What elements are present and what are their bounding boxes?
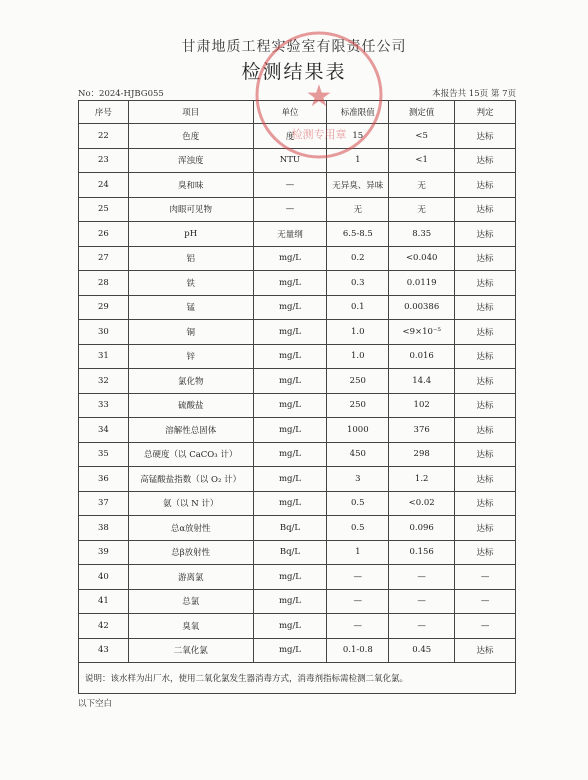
table-row: [79, 418, 516, 443]
row-value: —: [389, 589, 455, 614]
row-unit: mg/L: [253, 467, 327, 492]
row-result: 达标: [455, 369, 516, 394]
row-value: 0.016: [389, 344, 455, 369]
row-result: 达标: [455, 491, 516, 516]
row-no: 39: [79, 540, 129, 565]
row-item: pH: [128, 222, 253, 247]
row-result: 达标: [455, 173, 516, 198]
row-value: 0.45: [389, 638, 455, 663]
row-item: 总氯: [128, 589, 253, 614]
row-value: 102: [389, 393, 455, 418]
row-no: 36: [79, 467, 129, 492]
row-unit: Bq/L: [253, 540, 327, 565]
results-table: [78, 100, 516, 694]
row-item: 总α放射性: [128, 516, 253, 541]
row-limit: 250: [327, 369, 389, 394]
table-body: [79, 124, 516, 663]
row-item: 锰: [128, 295, 253, 320]
row-unit: mg/L: [253, 418, 327, 443]
header-result: 判定: [455, 101, 516, 124]
row-no: 37: [79, 491, 129, 516]
row-unit: 无量纲: [253, 222, 327, 247]
row-unit: mg/L: [253, 589, 327, 614]
row-limit: 0.2: [327, 246, 389, 271]
row-result: 达标: [455, 124, 516, 149]
row-limit: 6.5-8.5: [327, 222, 389, 247]
row-result: —: [455, 614, 516, 639]
table-row: [79, 442, 516, 467]
row-unit: mg/L: [253, 320, 327, 345]
row-value: 298: [389, 442, 455, 467]
table-row: [79, 222, 516, 247]
row-no: 22: [79, 124, 129, 149]
row-unit: mg/L: [253, 442, 327, 467]
row-unit: mg/L: [253, 246, 327, 271]
row-unit: mg/L: [253, 565, 327, 590]
header-no: 序号: [79, 101, 129, 124]
row-limit: 1: [327, 540, 389, 565]
row-no: 23: [79, 148, 129, 173]
footer-blank-note: 以下空白: [78, 699, 113, 709]
row-no: 26: [79, 222, 129, 247]
row-limit: —: [327, 589, 389, 614]
row-limit: 0.5: [327, 516, 389, 541]
row-value: 0.00386: [389, 295, 455, 320]
table-row: [79, 369, 516, 394]
row-result: 达标: [455, 148, 516, 173]
row-item: 氨（以 N 计）: [128, 491, 253, 516]
header-item: 项目: [128, 101, 253, 124]
row-limit: 450: [327, 442, 389, 467]
row-value: <0.02: [389, 491, 455, 516]
row-unit: mg/L: [253, 393, 327, 418]
row-item: 总硬度（以 CaCO₃ 计）: [128, 442, 253, 467]
row-result: 达标: [455, 246, 516, 271]
row-no: 28: [79, 271, 129, 296]
row-item: 锌: [128, 344, 253, 369]
row-limit: 15: [327, 124, 389, 149]
row-value: 0.156: [389, 540, 455, 565]
row-value: 0.096: [389, 516, 455, 541]
row-result: 达标: [455, 271, 516, 296]
row-no: 31: [79, 344, 129, 369]
row-limit: —: [327, 614, 389, 639]
row-result: —: [455, 565, 516, 590]
row-no: 29: [79, 295, 129, 320]
row-unit: mg/L: [253, 614, 327, 639]
table-row: [79, 467, 516, 492]
row-no: 25: [79, 197, 129, 222]
row-value: 无: [389, 173, 455, 198]
row-no: 42: [79, 614, 129, 639]
row-limit: 0.3: [327, 271, 389, 296]
row-no: 33: [79, 393, 129, 418]
table-row: [79, 344, 516, 369]
row-limit: 0.5: [327, 491, 389, 516]
table-row: [79, 540, 516, 565]
row-no: 30: [79, 320, 129, 345]
table-row: [79, 614, 516, 639]
row-result: 达标: [455, 197, 516, 222]
row-limit: —: [327, 565, 389, 590]
note-text: 说明：该水样为出厂水，使用二氧化氯发生器消毒方式，消毒剂指标需检测二氧化氯。: [79, 663, 516, 694]
table-row: [79, 295, 516, 320]
row-value: <5: [389, 124, 455, 149]
company-name: 甘肃地质工程实验室有限责任公司: [181, 39, 407, 55]
row-value: <9×10⁻⁵: [389, 320, 455, 345]
table-row: [79, 393, 516, 418]
row-no: 41: [79, 589, 129, 614]
row-no: 24: [79, 173, 129, 198]
row-no: 38: [79, 516, 129, 541]
row-item: 臭氧: [128, 614, 253, 639]
row-unit: Bq/L: [253, 516, 327, 541]
table-row: [79, 246, 516, 271]
row-unit: —: [253, 197, 327, 222]
row-result: 达标: [455, 638, 516, 663]
row-unit: 度: [253, 124, 327, 149]
row-item: 肉眼可见物: [128, 197, 253, 222]
row-item: 总β放射性: [128, 540, 253, 565]
stamp-star-icon: ★: [305, 79, 333, 114]
row-unit: mg/L: [253, 638, 327, 663]
header-unit: 单位: [253, 101, 327, 124]
row-limit: 无: [327, 197, 389, 222]
row-value: 0.0119: [389, 271, 455, 296]
row-value: 1.2: [389, 467, 455, 492]
row-item: 氯化物: [128, 369, 253, 394]
row-item: 溶解性总固体: [128, 418, 253, 443]
row-result: —: [455, 589, 516, 614]
header-limit: 标准限值: [327, 101, 389, 124]
row-result: 达标: [455, 344, 516, 369]
table-header-row: [79, 101, 516, 124]
row-item: 高锰酸盐指数（以 O₂ 计）: [128, 467, 253, 492]
row-no: 27: [79, 246, 129, 271]
row-item: 二氧化氯: [128, 638, 253, 663]
row-value: 无: [389, 197, 455, 222]
row-item: 浑浊度: [128, 148, 253, 173]
row-limit: 1000: [327, 418, 389, 443]
row-no: 32: [79, 369, 129, 394]
row-unit: mg/L: [253, 344, 327, 369]
row-unit: mg/L: [253, 491, 327, 516]
row-no: 35: [79, 442, 129, 467]
header-value: 测定值: [389, 101, 455, 124]
row-result: 达标: [455, 295, 516, 320]
row-limit: 3: [327, 467, 389, 492]
row-limit: 1.0: [327, 344, 389, 369]
row-result: 达标: [455, 467, 516, 492]
row-no: 34: [79, 418, 129, 443]
row-limit: 0.1-0.8: [327, 638, 389, 663]
row-value: 14.4: [389, 369, 455, 394]
row-result: 达标: [455, 393, 516, 418]
table-row: [79, 148, 516, 173]
stamp-label: 检测专用章: [291, 128, 347, 141]
row-item: 铁: [128, 271, 253, 296]
row-no: 40: [79, 565, 129, 590]
row-limit: 0.1: [327, 295, 389, 320]
row-value: <1: [389, 148, 455, 173]
row-result: 达标: [455, 320, 516, 345]
table-row: [79, 491, 516, 516]
row-result: 达标: [455, 540, 516, 565]
row-value: <0.040: [389, 246, 455, 271]
report-title: 检测结果表: [241, 61, 347, 83]
row-limit: 250: [327, 393, 389, 418]
note-row: [79, 663, 516, 694]
row-value: 8.35: [389, 222, 455, 247]
row-value: —: [389, 565, 455, 590]
row-item: 铝: [128, 246, 253, 271]
row-result: 达标: [455, 222, 516, 247]
row-unit: mg/L: [253, 295, 327, 320]
row-item: 硫酸盐: [128, 393, 253, 418]
row-item: 臭和味: [128, 173, 253, 198]
row-item: 铜: [128, 320, 253, 345]
table-row: [79, 271, 516, 296]
row-unit: NTU: [253, 148, 327, 173]
table-row: [79, 589, 516, 614]
row-unit: mg/L: [253, 369, 327, 394]
row-limit: 1.0: [327, 320, 389, 345]
report-number: No：2024-HJBG055: [78, 89, 164, 99]
table-row: [79, 320, 516, 345]
row-value: —: [389, 614, 455, 639]
table-row: [79, 516, 516, 541]
row-unit: mg/L: [253, 271, 327, 296]
row-item: 游离氯: [128, 565, 253, 590]
row-result: 达标: [455, 442, 516, 467]
row-unit: —: [253, 173, 327, 198]
page-info: 本报告共 15页 第 7页: [432, 89, 516, 99]
row-no: 43: [79, 638, 129, 663]
table-row: [79, 638, 516, 663]
table-row: [79, 197, 516, 222]
row-item: 色度: [128, 124, 253, 149]
row-limit: 无异臭、异味: [327, 173, 389, 198]
table-row: [79, 173, 516, 198]
row-value: 376: [389, 418, 455, 443]
row-result: 达标: [455, 418, 516, 443]
row-limit: 1: [327, 148, 389, 173]
table-row: [79, 565, 516, 590]
table-row: [79, 124, 516, 149]
row-result: 达标: [455, 516, 516, 541]
